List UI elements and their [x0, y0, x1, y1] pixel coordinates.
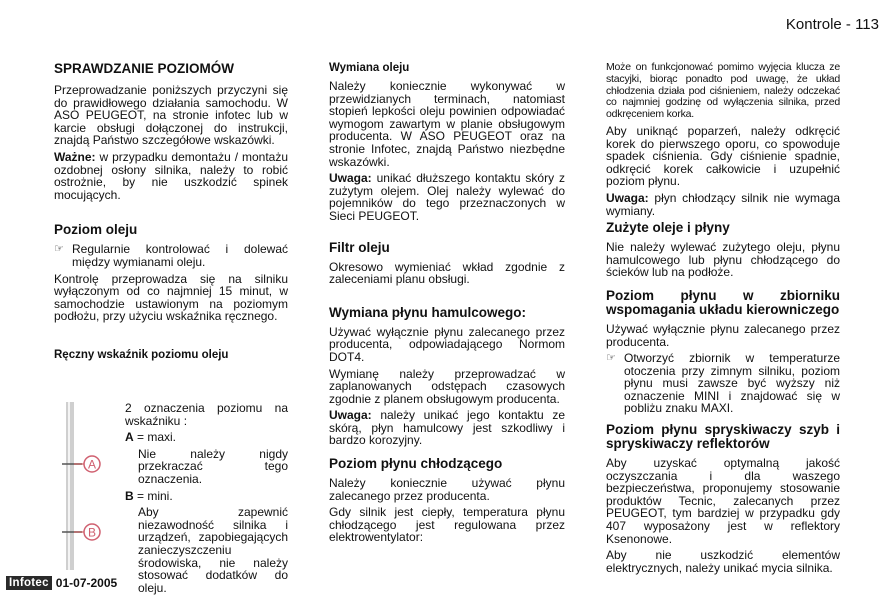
pointing-hand-icon: ☞ [606, 352, 616, 365]
infotec-logo: Infotec [6, 576, 52, 590]
pointing-hand-icon: ☞ [54, 243, 64, 256]
dipstick-intro: 2 oznaczenia poziomu na wskaźniku : [125, 401, 288, 428]
paragraph-coolant: Należy koniecznie używać płynu zalecanego przez producenta. [329, 476, 565, 503]
mark-b-label: B [125, 488, 134, 503]
dipstick-description [125, 402, 288, 598]
paragraph-brake-fluid: Używać wyłącznie płynu zalecanego przez producenta, odpowiadającego Normom DOT4. [329, 324, 565, 364]
paragraph-used-fluids: Nie należy wylewać zużytego oleju, płynu hamulcowego lub płynu chłodzącego do ścieków lub na podłoże. [606, 240, 840, 280]
footer [6, 576, 117, 590]
brake-caution-label: Uwaga: [329, 408, 372, 423]
mark-a-note: Nie należy nigdy przekraczać tego oznaczenia. [138, 446, 288, 486]
warning-text: w przypadku demontażu / montażu ozdobnej osłony silnika, należy to robić ostrożnie, by nie uszkodzić spinek mocujących. [54, 149, 288, 202]
mark-a-label: A [125, 430, 134, 445]
column-3 [606, 62, 840, 578]
mark-a-line [125, 431, 288, 444]
coolant-caution-text: płyn chłodzący silnik nie wymaga wymiany. [606, 190, 840, 218]
paragraph-warning [54, 151, 288, 201]
paragraph-brake-interval: Wymianę należy przeprowadzać w zaplanowanych odstępach czasowych zgodnie z planem obsługowym producenta. [329, 366, 565, 406]
section-title-used-fluids: Zużyte oleje i płyny [606, 220, 730, 236]
section-title-oil-change: Wymiana oleju [329, 62, 410, 74]
section-title-dipstick: Ręczny wskaźnik poziomu oleju [54, 348, 229, 361]
warning-label: Ważne: [54, 149, 96, 164]
paragraph-oil-check: Kontrolę przeprowadza się na silniku wyłączonym od co najmniej 15 minut, w samochodzie ustawionym na poziomym podłożu, przy użyciu wskaźnika ręcznego. [54, 271, 288, 324]
paragraph-oil-filter: Okresowo wymieniać wkład zgodnie z zaleceniami planu obsługi. [329, 259, 565, 287]
marker-b-label: B [87, 525, 97, 540]
bullet-oil-check-text: Regularnie kontrolować i dolewać między wymianami oleju. [72, 242, 288, 269]
paragraph-intro: Przeprowadzanie poniższych przyczyni się do prawidłowego działania samochodu. W ASO PEUGEOT, na stronie infotec lub w karcie obsługi dołączonej do instrukcji, znajdą Państwo szczegółowe wskazówki. [54, 83, 288, 148]
section-title-washer-fluid: Poziom płynu spryskiwaczy szyb i spryskiwaczy reflektorów [606, 422, 840, 452]
page-header: Kontrole - 113 [785, 16, 879, 33]
section-title-steering-fluid: Poziom płynu w zbiorniku wspomagania układu kierowniczego [606, 287, 840, 317]
mark-b-note: Aby zapewnić niezawodność silnika i urządzeń, zapobiegających zanieczyszczeniu środowiska, nie należy stosować dodatków do oleju. [138, 505, 288, 595]
footer-date: 01-07-2005 [55, 576, 118, 590]
paragraph-oil-change: Należy koniecznie wykonywać w przewidzianych terminach, natomiast stopień lepkości oleju powinien odpowiadać wymogom zawartym w planie obsługowym producenta. W ASO PEUGEOT oraz na stronie Infotec, znajdą Państwo niezbędne wskazówki. [329, 79, 565, 169]
section-title-oil-filter: Filtr oleju [329, 239, 390, 255]
section-title-brake-fluid: Wymiana płynu hamulcowego: [329, 304, 527, 320]
paragraph-coolant-caution [606, 192, 840, 217]
section-title-oil-level: Poziom oleju [54, 222, 138, 238]
section-title-level-check: SPRAWDZANIE POZIOMÓW [54, 61, 234, 76]
mark-b-text: = mini. [133, 488, 173, 503]
marker-a-label: A [87, 457, 97, 472]
paragraph-coolant-fan: Gdy silnik jest ciepły, temperatura płynu chłodzącego jest regulowana przez elektrowentylator: [329, 505, 565, 545]
bullet-steering-check [606, 352, 840, 415]
mark-a-text: = maxi. [133, 430, 177, 445]
paragraph-fan-note: Może on funkcjonować pomimo wyjęcia kluczа ze stacyjki, biorąc ponadto pod uwagę, że układ chłodzenia działa pod ciśnieniem, należy odczekać co najmniej godzinę od wyłączenia silnika, przed odkręceniem korka. [606, 61, 840, 121]
paragraph-engine-wash: Aby nie uszkodzić elementów elektrycznych, należy unikać mycia silnika. [606, 548, 840, 575]
dipstick-illustration [62, 402, 112, 570]
column-2 [329, 62, 565, 548]
brake-caution-text: należy unikać jego kontaktu ze skórą, płyn hamulcowy jest szkodliwy i bardzo korozyjny. [329, 408, 565, 448]
paragraph-oil-caution [329, 172, 565, 222]
column-1 [54, 62, 288, 367]
paragraph-washer-fluid: Aby uzyskać optymalną jakość oczyszczania i dla waszego bezpieczeństwa, proponujemy stosowanie produktów Tecnic, zalecanych przez PEUGEOT, tym bardziej w przypadku gdy 407 wyposażony jest w reflektory Ksenonowe. [606, 456, 840, 546]
caution-text: unikać dłuższego kontaktu skóry z zużytym olejem. Olej należy wylewać do pojemników do tego przeznaczonych w Sieci PEUGEOT. [329, 171, 565, 223]
section-title-coolant: Poziom płynu chłodzącego [329, 456, 503, 472]
coolant-caution-label: Uwaga: [606, 190, 649, 205]
caution-label: Uwaga: [329, 171, 372, 186]
paragraph-brake-caution [329, 409, 565, 447]
bullet-steering-text: Otworzyć zbiornik w temperaturze otoczenia przy zimnym silniku, poziom płynu musi zawsze być wyższy niż oznaczenie MINI i znajdować się w pobliżu znaku MAXI. [624, 351, 840, 416]
paragraph-burn-warning: Aby uniknąć poparzeń, należy odkręcić korek do pierwszego oporu, co spowoduje spadek ciśnienia. Gdy ciśnienie spadnie, odkręcić korek całkowicie i uzupełnić poziom płynu. [606, 123, 840, 189]
paragraph-steering-fluid: Używać wyłącznie płynu zalecanego przez producenta. [606, 321, 840, 349]
mark-b-line [125, 490, 288, 503]
bullet-oil-check [54, 243, 288, 268]
